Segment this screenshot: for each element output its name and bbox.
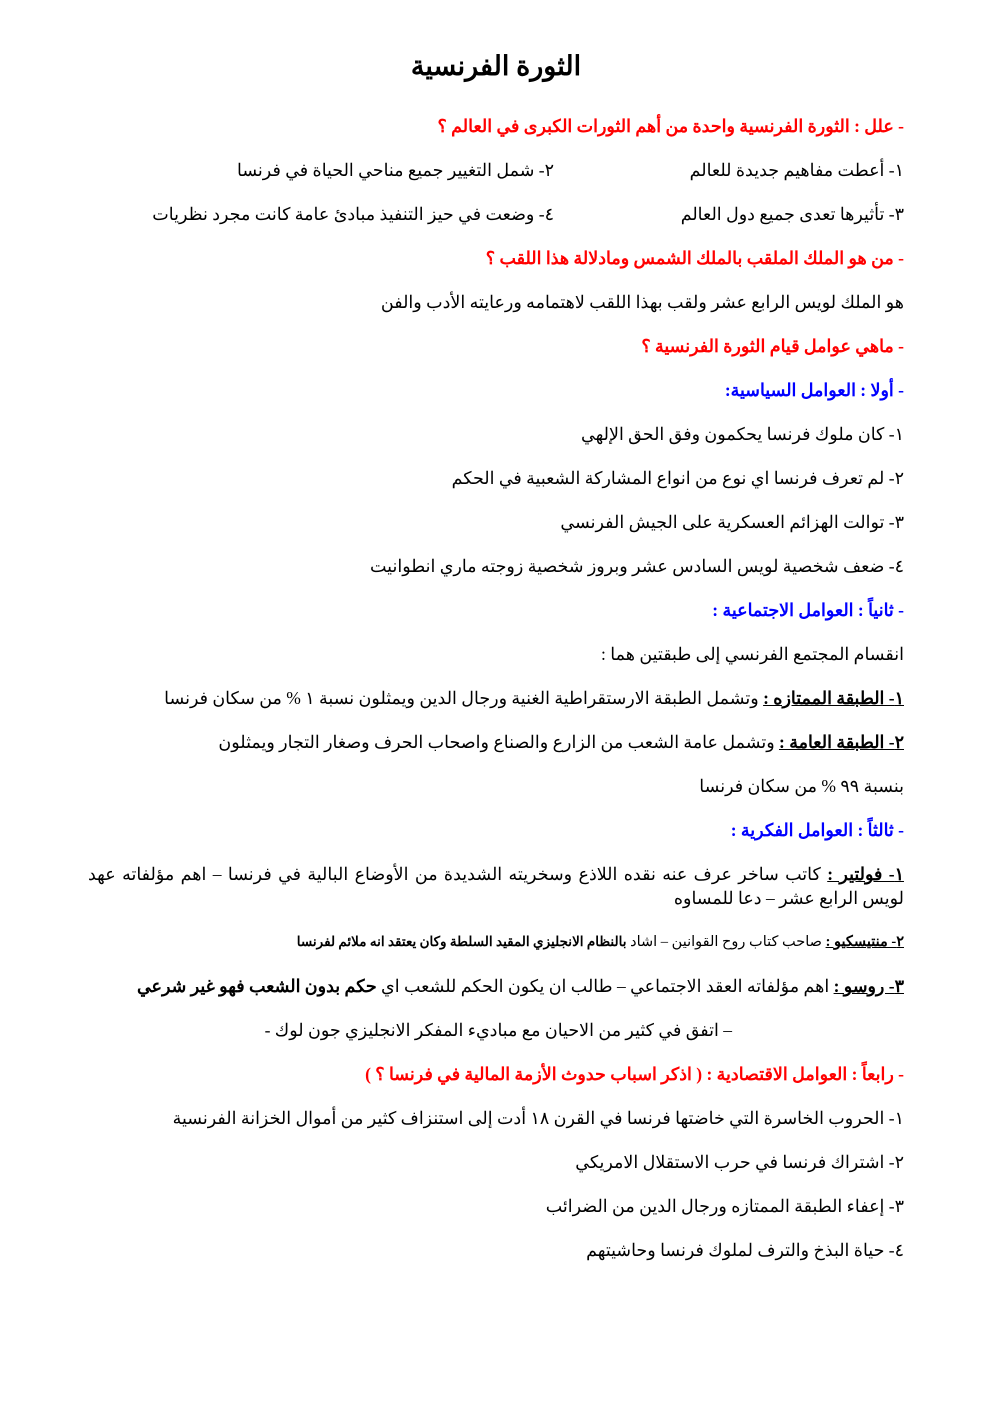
reason-item-2: ٢- شمل التغيير جميع مناحي الحياة في فرنسا bbox=[236, 160, 554, 180]
privileged-class-label: ١- الطبقة الممتازه : bbox=[763, 688, 904, 708]
voltaire-paragraph bbox=[88, 862, 904, 910]
common-class-continuation: بنسبة ٩٩ % من سكان فرنسا bbox=[699, 776, 904, 796]
political-item-4: ٤- ضعف شخصية لويس السادس عشر وبروز شخصية زوجته ماري انطوانيت bbox=[370, 556, 904, 576]
common-class-line bbox=[88, 730, 904, 754]
economic-item-3: ٣- إعفاء الطبقة الممتازه ورجال الدين من الضرائب bbox=[545, 1196, 904, 1216]
privileged-class-line bbox=[88, 686, 904, 710]
question-sun-king-heading: - من هو الملك الملقب بالملك الشمس ومادلالة هذا اللقب ؟ bbox=[485, 248, 904, 268]
economic-factors-heading bbox=[88, 1062, 904, 1086]
page-title: الثورة الفرنسية bbox=[410, 51, 582, 81]
question-factors-heading: - ماهي عوامل قيام الثورة الفرنسية ؟ bbox=[641, 336, 904, 356]
economic-item-2: ٢- اشتراك فرنسا في حرب الاستقلال الامريكي bbox=[575, 1152, 904, 1172]
social-intro: انقسام المجتمع الفرنسي إلى طبقتين هما : bbox=[601, 644, 904, 664]
political-item-3: ٣- توالت الهزائم العسكرية على الجيش الفرنسي bbox=[560, 512, 904, 532]
reason-item-3: ٣- تأثيرها تعدى جميع دول العالم bbox=[680, 204, 904, 224]
common-class-text: وتشمل عامة الشعب من الزارع والصناع واصحاب الحرف وصغار التجار ويمثلون bbox=[218, 732, 780, 752]
intellectual-factors-heading: - ثالثاً : العوامل الفكرية : bbox=[730, 820, 904, 840]
question-reasons-heading: - علل : الثورة الفرنسية واحدة من أهم الثورات الكبرى في العالم ؟ bbox=[437, 116, 904, 136]
economic-heading-question: ( اذكر اسباب حدوث الأزمة المالية في فرنسا ؟ ) bbox=[365, 1064, 703, 1084]
reason-item-4: ٤- وضعت في حيز التنفيذ مبادئ عامة كانت مجرد نظريات bbox=[152, 204, 554, 224]
privileged-class-text: وتشمل الطبقة الارستقراطية الغنية ورجال الدين ويمثلون نسبة ١ % من سكان فرنسا bbox=[164, 688, 764, 708]
montesquieu-line bbox=[88, 930, 904, 954]
voltaire-label: ١- فولتير : bbox=[827, 864, 904, 884]
economic-heading-main: - رابعاً : العوامل الاقتصادية : bbox=[702, 1064, 904, 1084]
montesquieu-text: صاحب كتاب روح القوانين – اشاد bbox=[626, 934, 826, 950]
rousseau-line bbox=[88, 974, 904, 998]
social-factors-heading: - ثانياً : العوامل الاجتماعية : bbox=[712, 600, 904, 620]
political-item-1: ١- كان ملوك فرنسا يحكمون وفق الحق الإلهي bbox=[580, 424, 904, 444]
reasons-row-2 bbox=[88, 202, 904, 226]
political-factors-heading: - أولا : العوامل السياسية: bbox=[724, 380, 904, 400]
reason-item-1: ١- أعطت مفاهيم جديدة للعالم bbox=[689, 160, 904, 180]
rousseau-continuation: – اتفق في كثير من الاحيان مع مباديء المفكر الانجليزي جون لوك - bbox=[264, 1020, 732, 1040]
political-item-2: ٢- لم تعرف فرنسا اي نوع من انواع المشاركة الشعبية في الحكم bbox=[451, 468, 904, 488]
reasons-row-1 bbox=[88, 158, 904, 182]
economic-item-4: ٤- حياة البذخ والترف لملوك فرنسا وحاشيتهم bbox=[586, 1240, 904, 1260]
economic-item-1: ١- الحروب الخاسرة التي خاضتها فرنسا في القرن ١٨ أدت إلى استنزاف كثير من أموال الخزانة الفرنسية bbox=[172, 1108, 904, 1128]
rousseau-bold-text: حكم بدون الشعب فهو غير شرعي bbox=[136, 976, 377, 996]
montesquieu-bold-text: بالنظام الانجليزي المقيد السلطة وكان يعتقد انه ملائم لفرنسا bbox=[296, 934, 627, 949]
rousseau-label: ٣- روسو : bbox=[833, 976, 904, 996]
common-class-label: ٢- الطبقة العامة : bbox=[779, 732, 904, 752]
sun-king-answer: هو الملك لويس الرابع عشر ولقب بهذا اللقب لاهتمامه ورعايته الأدب والفن bbox=[380, 292, 904, 312]
voltaire-text: كاتب ساخر عرف عنه نقده اللاذع وسخريته الشديدة من الأوضاع البالية في فرنسا – اهم مؤلفاته عهد لويس الرابع عشر – دعا للمساوه bbox=[88, 864, 904, 908]
montesquieu-label: ٢- منتيسكيو : bbox=[825, 934, 904, 950]
rousseau-text: اهم مؤلفاته العقد الاجتماعي – طالب ان يكون الحكم للشعب اي bbox=[376, 976, 834, 996]
